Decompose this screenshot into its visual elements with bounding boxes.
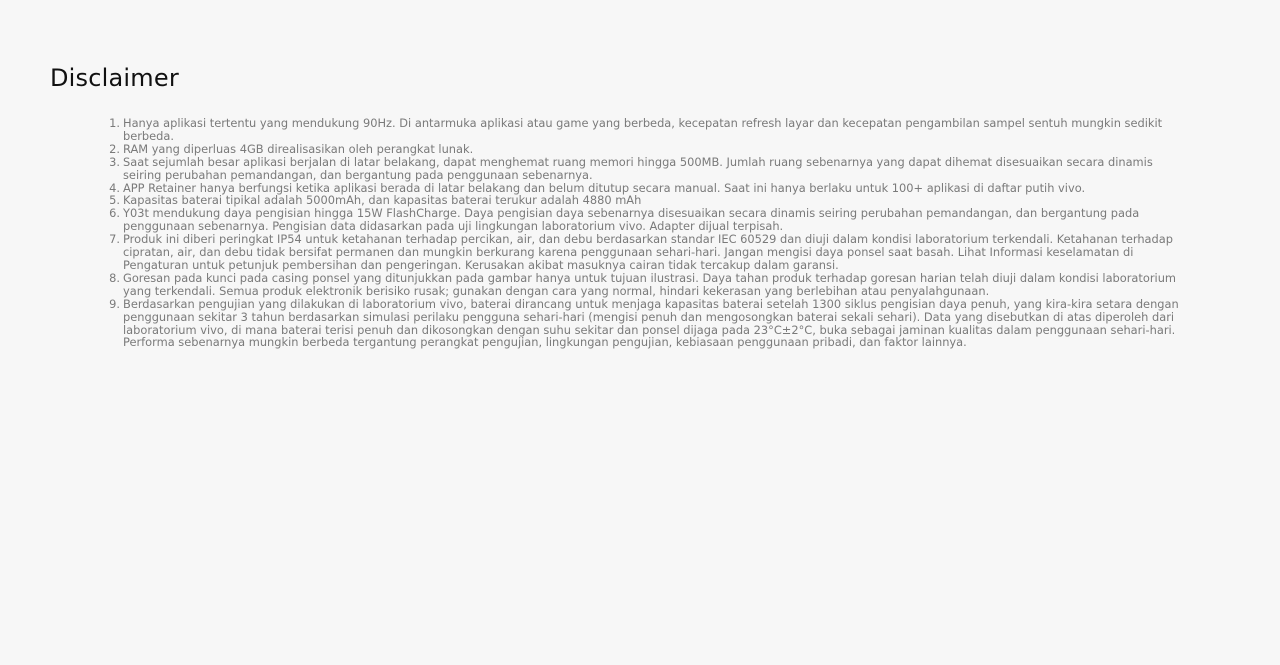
disclaimer-list bbox=[104, 117, 1184, 349]
disclaimer-item-1 bbox=[104, 117, 1184, 143]
item-number: 3. bbox=[109, 154, 120, 169]
item-number: 5. bbox=[109, 193, 120, 208]
item-number: 8. bbox=[109, 270, 120, 285]
item-text: RAM yang diperluas 4GB direalisasikan oleh perangkat lunak. bbox=[123, 141, 474, 156]
disclaimer-item-3 bbox=[104, 156, 1184, 182]
item-number: 2. bbox=[109, 141, 120, 156]
disclaimer-item-6 bbox=[104, 207, 1184, 233]
item-number: 9. bbox=[109, 296, 120, 311]
item-number: 1. bbox=[109, 116, 120, 130]
item-text: Berdasarkan pengujian yang dilakukan di laboratorium vivo, baterai dirancang untuk menjaga kapasitas baterai setelah 1300 siklus pengisian daya penuh, yang kira-kira setara dengan penggunaan sekitar 3 tahun berdasarkan simulasi perilaku pengguna sehari-hari (mengisi penuh dan mengosongkan baterai sekali sehari). Data yang disebutkan di atas diperoleh dari laboratorium vivo, di mana baterai terisi penuh dan dikosongkan dengan suhu sekitar dan ponsel dijaga pada 23°C±2°C, buka sebagai jaminan kualitas dalam penggunaan sehari-hari. Performa sebenarnya mungkin berbeda tergantung perangkat pengujian, lingkungan pengujian, kebiasaan penggunaan pribadi, dan faktor lainnya. bbox=[123, 296, 1179, 350]
item-text: Produk ini diberi peringkat IP54 untuk ketahanan terhadap percikan, air, dan debu berdasarkan standar IEC 60529 dan diuji dalam kondisi laboratorium terkendali. Ketahanan terhadap cipratan, air, dan debu tidak bersifat permanen dan mungkin berkurang karena penggunaan sehari-hari. Jangan mengisi daya ponsel saat basah. Lihat Informasi keselamatan di Pengaturan untuk petunjuk pembersihan dan pengeringan. Kerusakan akibat masuknya cairan tidak tercakup dalam garansi. bbox=[123, 232, 1173, 272]
item-number: 7. bbox=[109, 232, 120, 247]
item-number: 4. bbox=[109, 180, 120, 195]
item-number: 6. bbox=[109, 206, 120, 221]
item-text: Hanya aplikasi tertentu yang mendukung 90Hz. Di antarmuka aplikasi atau game yang berbeda, kecepatan refresh layar dan kecepatan pengambilan sampel sentuh mungkin sedikit berbeda. bbox=[123, 116, 1163, 143]
disclaimer-item-2 bbox=[104, 143, 1184, 156]
disclaimer-item-8 bbox=[104, 272, 1184, 298]
item-text: Saat sejumlah besar aplikasi berjalan di latar belakang, dapat menghemat ruang memori hingga 500MB. Jumlah ruang sebenarnya yang dapat dihemat disesuaikan secara dinamis seiring perubahan pemandangan, dan bergantung pada penggunaan sebenarnya. bbox=[123, 154, 1153, 182]
item-text: Kapasitas baterai tipikal adalah 5000mAh, dan kapasitas baterai terukur adalah 4880 mAh bbox=[123, 193, 642, 208]
item-text: APP Retainer hanya berfungsi ketika aplikasi berada di latar belakang dan belum ditutup secara manual. Saat ini hanya berlaku untuk 100+ aplikasi di daftar putih vivo. bbox=[123, 180, 1086, 195]
item-text: Goresan pada kunci pada casing ponsel yang ditunjukkan pada gambar hanya untuk tujuan ilustrasi. Daya tahan produk terhadap goresan harian telah diuji dalam kondisi laboratorium yang terkendali. Semua produk elektronik berisiko rusak; gunakan dengan cara yang normal, hindari kekerasan yang berlebihan atau penyalahgunaan. bbox=[123, 270, 1177, 298]
disclaimer-item-9 bbox=[104, 298, 1184, 350]
item-text: Y03t mendukung daya pengisian hingga 15W FlashCharge. Daya pengisian daya sebenarnya disesuaikan secara dinamis seiring perubahan pemandangan, dan bergantung pada penggunaan sebenarnya. Pengisian data didasarkan pada uji lingkungan laboratorium vivo. Adapter dijual terpisah. bbox=[123, 206, 1140, 234]
disclaimer-item-7 bbox=[104, 233, 1184, 272]
page-title: Disclaimer bbox=[50, 64, 179, 92]
